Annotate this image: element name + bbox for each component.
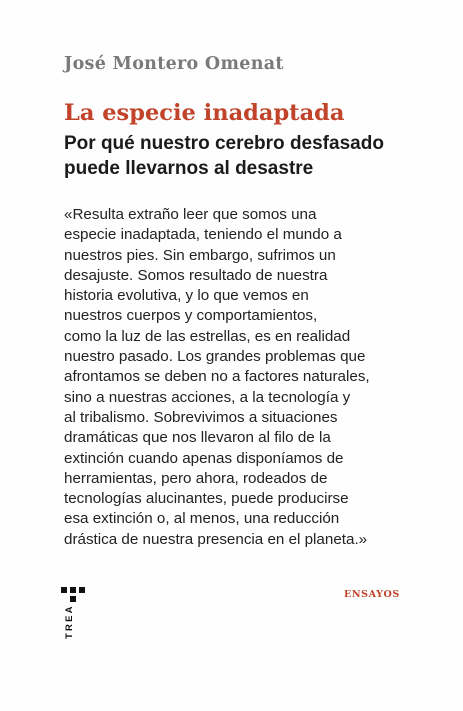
quote-line: como la luz de las estrellas, es en realidad [64,327,351,345]
quote-line: drástica de nuestra presencia en el planeta.» [64,530,368,548]
blurb-quote [64,205,454,550]
book-subtitle [64,131,444,181]
book-title: La especie inadaptada [64,100,345,126]
quote-line: sino a nuestras acciones, a la tecnología y [64,388,351,406]
publisher-logo [61,587,85,657]
quote-line: nuestro pasado. Los grandes problemas que [64,348,366,366]
author-name: José Montero Omenat [64,54,284,74]
quote-line: dramáticas que nos llevaron al filo de la [64,429,331,447]
quote-line: afrontamos se deben no a factores naturales, [64,368,370,386]
quote-line: tecnologías alucinantes, puede producirse [64,490,349,508]
quote-line: herramientas, pero ahora, rodeados de [64,469,328,487]
quote-line: esa extinción o, al menos, una reducción [64,510,340,528]
quote-line: «Resulta extraño leer que somos una [64,206,317,223]
quote-line: historia evolutiva, y lo que vemos en [64,287,309,305]
series-label: ENSAYOS [344,589,400,600]
quote-line: al tribalismo. Sobrevivimos a situaciones [64,408,338,426]
quote-line: desajuste. Somos resultado de nuestra [64,266,328,284]
quote-line: extinción cuando apenas disponíamos de [64,449,344,467]
quote-line: nuestros pies. Sin embargo, sufrimos un [64,246,336,264]
quote-line: nuestros cuerpos y comportamientos, [64,307,318,325]
quote-line: especie inadaptada, teniendo el mundo a [64,226,342,244]
subtitle-line: Por qué nuestro cerebro desfasado [64,133,384,154]
subtitle-line: puede llevarnos al desastre [64,158,314,179]
publisher-name: TREA [64,604,75,639]
trea-logo-icon [61,587,85,603]
